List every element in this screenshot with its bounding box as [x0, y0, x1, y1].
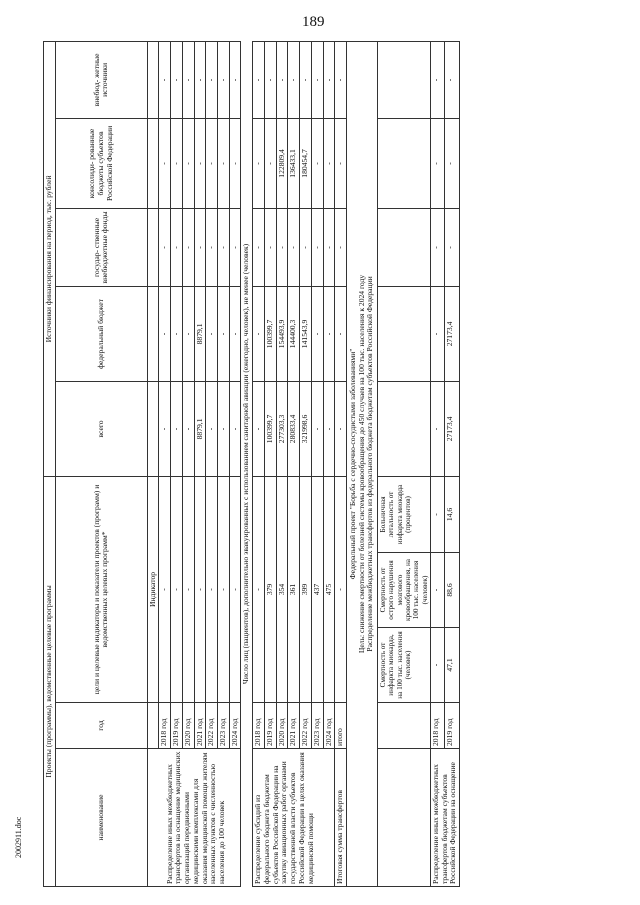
header-indicators: цели и целевые индикаторы и показатели проектов (программ) и ведомственных целевых программ* [55, 476, 147, 702]
total-cell: - [206, 381, 218, 476]
financing-table [43, 41, 460, 887]
year-cell: 2024 год [323, 703, 335, 749]
federal-cell: - [206, 286, 218, 381]
year-cell: 2021 год [194, 703, 206, 749]
state-fund-cell: - [218, 208, 230, 286]
consolidated-cell: - [445, 118, 460, 208]
year-cell: 2019 год [445, 703, 460, 749]
indicator-cell: 399 [300, 476, 312, 702]
total-cell: 321998,6 [300, 381, 312, 476]
extrabudget-cell: - [194, 41, 206, 118]
section-project-title [346, 41, 377, 886]
total-row [335, 41, 347, 886]
consolidated-cell: - [171, 118, 183, 208]
state-fund-cell: - [300, 208, 312, 286]
year-cell: 2019 год [264, 703, 276, 749]
year-cell: 2019 год [171, 703, 183, 749]
federal-cell: 154493,9 [276, 286, 288, 381]
federal-cell: 8879,1 [194, 286, 206, 381]
block3-name: Распределение иных межбюджетных трансфертов бюджетам субъектов Российской Федерации на оснащение [430, 749, 459, 887]
federal-cell: - [171, 286, 183, 381]
total-cell: 100399,7 [264, 381, 276, 476]
state-fund-cell: - [335, 208, 347, 286]
extrabudget-cell: - [171, 41, 183, 118]
consolidated-cell: - [194, 118, 206, 208]
state-fund-cell: - [323, 208, 335, 286]
federal-cell: - [430, 286, 445, 381]
extrabudget-cell: - [206, 41, 218, 118]
table-row [253, 41, 265, 886]
extrabudget-cell: - [276, 41, 288, 118]
mi-mortality-cell: - [430, 628, 445, 703]
stroke-mortality-cell: - [430, 553, 445, 628]
federal-cell: - [323, 286, 335, 381]
total-cell: - [253, 381, 265, 476]
block2-name: Распределение субсидий из федерального бюджета бюджетам субъектов Российской Федерации на закупку авиационных работ органами государственной власти субъектов Российской Федерации в целях оказания медицинской помощи [253, 749, 335, 887]
block3-rows [430, 41, 459, 886]
state-fund-cell: - [264, 208, 276, 286]
goal-text: Цель: снижение смертности от болезней системы кровообращения до 450 случаев на 100 тыс. населения к 2024 году [356, 274, 366, 654]
state-fund-cell: - [253, 208, 265, 286]
state-fund-cell: - [206, 208, 218, 286]
indicator-cell: 475 [323, 476, 335, 702]
consolidated-cell: - [430, 118, 445, 208]
indicator-cell: - [335, 476, 347, 702]
year-cell: 2020 год [182, 703, 194, 749]
lethality-cell: 14,6 [445, 476, 460, 552]
mi-mortality-cell: 47,1 [445, 628, 460, 703]
consolidated-cell: - [264, 118, 276, 208]
year-cell: 2018 год [159, 703, 171, 749]
consolidated-cell: - [206, 118, 218, 208]
header-total: всего [55, 381, 147, 476]
indicator-cell: 379 [264, 476, 276, 702]
federal-cell: - [229, 286, 241, 381]
header-extrabudget: внебюд- жетные источники [55, 41, 147, 118]
consolidated-cell: - [311, 118, 323, 208]
year-cell: 2022 год [300, 703, 312, 749]
footer-filename: 2002911.doc [14, 816, 23, 858]
state-fund-cell: - [445, 208, 460, 286]
year-cell: 2023 год [311, 703, 323, 749]
header-state-funds: государ- ственные внебюджетные фонды [55, 208, 147, 286]
indicator-cell: 437 [311, 476, 323, 702]
consolidated-cell: - [159, 118, 171, 208]
year-cell: 2018 год [430, 703, 445, 749]
extrabudget-cell: - [253, 41, 265, 118]
subheader-hospital-lethality: Больничная летальность от инфаркта миокарда (процентов) [378, 476, 431, 552]
consolidated-cell: - [323, 118, 335, 208]
header-federal: федеральный бюджет [55, 286, 147, 381]
total-cell: - [218, 381, 230, 476]
block2-indicator-title: Число лиц (пациентов), дополнительно эвакуированных с использованием санитарной авиации (ежегодно, человек), не менее (человек) [241, 41, 253, 886]
indicator-cell: - [229, 476, 241, 702]
total-label: Итоговая сумма трансфертов [335, 749, 347, 887]
indicator-header: Индикатор [147, 476, 159, 702]
total-cell: 280833,4 [288, 381, 300, 476]
consolidated-cell: 180454,7 [300, 118, 312, 208]
extrabudget-cell: - [300, 41, 312, 118]
header-year: год [55, 703, 147, 749]
year-cell: 2021 год [288, 703, 300, 749]
consolidated-cell: 136433,1 [288, 118, 300, 208]
state-fund-cell: - [159, 208, 171, 286]
indicator-cell: - [194, 476, 206, 702]
federal-cell: - [253, 286, 265, 381]
extrabudget-cell: - [445, 41, 460, 118]
table-row [430, 41, 445, 886]
subheader-mi-mortality: Смертность от инфаркта миокарда, на 100 тыс. населения (человек) [378, 628, 431, 703]
extrabudget-cell: - [218, 41, 230, 118]
federal-cell: 27173,4 [445, 286, 460, 381]
total-cell: 277303,3 [276, 381, 288, 476]
indicator-cell: - [218, 476, 230, 702]
total-cell: - [430, 381, 445, 476]
header-finance-group: Источники финансирования на период, тыс. рублей [44, 41, 56, 476]
distribution-text: Распределение межбюджетных трансфертов из федерального бюджета бюджетам субъектов Российской Федерации [365, 276, 375, 652]
state-fund-cell: - [430, 208, 445, 286]
federal-cell: 100399,7 [264, 286, 276, 381]
total-cell: - [182, 381, 194, 476]
extrabudget-cell: - [323, 41, 335, 118]
extrabudget-cell: - [182, 41, 194, 118]
extrabudget-cell: - [159, 41, 171, 118]
page-number: 189 [302, 14, 325, 30]
total-cell: - [229, 381, 241, 476]
federal-cell: 144400,3 [288, 286, 300, 381]
header-programs-group: Проекты (программы), ведомственные целевые программы [44, 476, 56, 886]
total-cell: - [171, 381, 183, 476]
extrabudget-cell: - [311, 41, 323, 118]
indicator-cell: - [253, 476, 265, 702]
indicator-cell: - [182, 476, 194, 702]
year-cell: 2023 год [218, 703, 230, 749]
stroke-mortality-cell: 88,6 [445, 553, 460, 628]
consolidated-cell: - [218, 118, 230, 208]
total-year: итого [335, 703, 347, 749]
extrabudget-cell: - [264, 41, 276, 118]
indicator-cell: 361 [288, 476, 300, 702]
total-cell: - [159, 381, 171, 476]
total-cell: - [323, 381, 335, 476]
total-cell: - [335, 381, 347, 476]
header-consolidated: консолиди- рованные бюджеты субъектов Российской Федерации [55, 118, 147, 208]
total-cell: - [311, 381, 323, 476]
extrabudget-cell: - [288, 41, 300, 118]
indicator-cell: - [206, 476, 218, 702]
state-fund-cell: - [182, 208, 194, 286]
state-fund-cell: - [229, 208, 241, 286]
block1-name: Распределение иных межбюджетных трансфертов на оснащение медицинских организаций передвижными медицинскими комплексами для оказания медицинской помощи жителям населенных пунктов с численностью населения до 100 человек [147, 749, 241, 887]
indicator-cell: - [159, 476, 171, 702]
indicator-cell: 354 [276, 476, 288, 702]
extrabudget-cell: - [430, 41, 445, 118]
state-fund-cell: - [171, 208, 183, 286]
extrabudget-cell: - [229, 41, 241, 118]
state-fund-cell: - [311, 208, 323, 286]
year-cell: 2020 год [276, 703, 288, 749]
consolidated-cell: - [182, 118, 194, 208]
consolidated-cell: - [253, 118, 265, 208]
federal-cell: - [218, 286, 230, 381]
extrabudget-cell: - [335, 41, 347, 118]
header-name: наименование [55, 749, 147, 887]
indicator-cell: - [171, 476, 183, 702]
year-cell: 2022 год [206, 703, 218, 749]
total-cell: 8879,1 [194, 381, 206, 476]
state-fund-cell: - [288, 208, 300, 286]
federal-cell: - [182, 286, 194, 381]
rotated-table-container [43, 42, 603, 887]
total-cell: 27173,4 [445, 381, 460, 476]
state-fund-cell: - [276, 208, 288, 286]
year-cell: 2024 год [229, 703, 241, 749]
consolidated-cell: - [335, 118, 347, 208]
lethality-cell: - [430, 476, 445, 552]
block2-rows [253, 41, 347, 886]
state-fund-cell: - [194, 208, 206, 286]
subheader-stroke-mortality: Смертность от острого нарушения мозгового кровообращения, на 100 тыс. населения (человек) [378, 553, 431, 628]
federal-cell: 141543,9 [300, 286, 312, 381]
federal-cell: - [159, 286, 171, 381]
federal-cell: - [335, 286, 347, 381]
year-cell: 2018 год [253, 703, 265, 749]
consolidated-cell: - [229, 118, 241, 208]
consolidated-cell: 122809,4 [276, 118, 288, 208]
federal-project-title: Федеральный проект "Борьба с сердечно-сосудистыми заболеваниями" [347, 348, 357, 580]
federal-cell: - [311, 286, 323, 381]
